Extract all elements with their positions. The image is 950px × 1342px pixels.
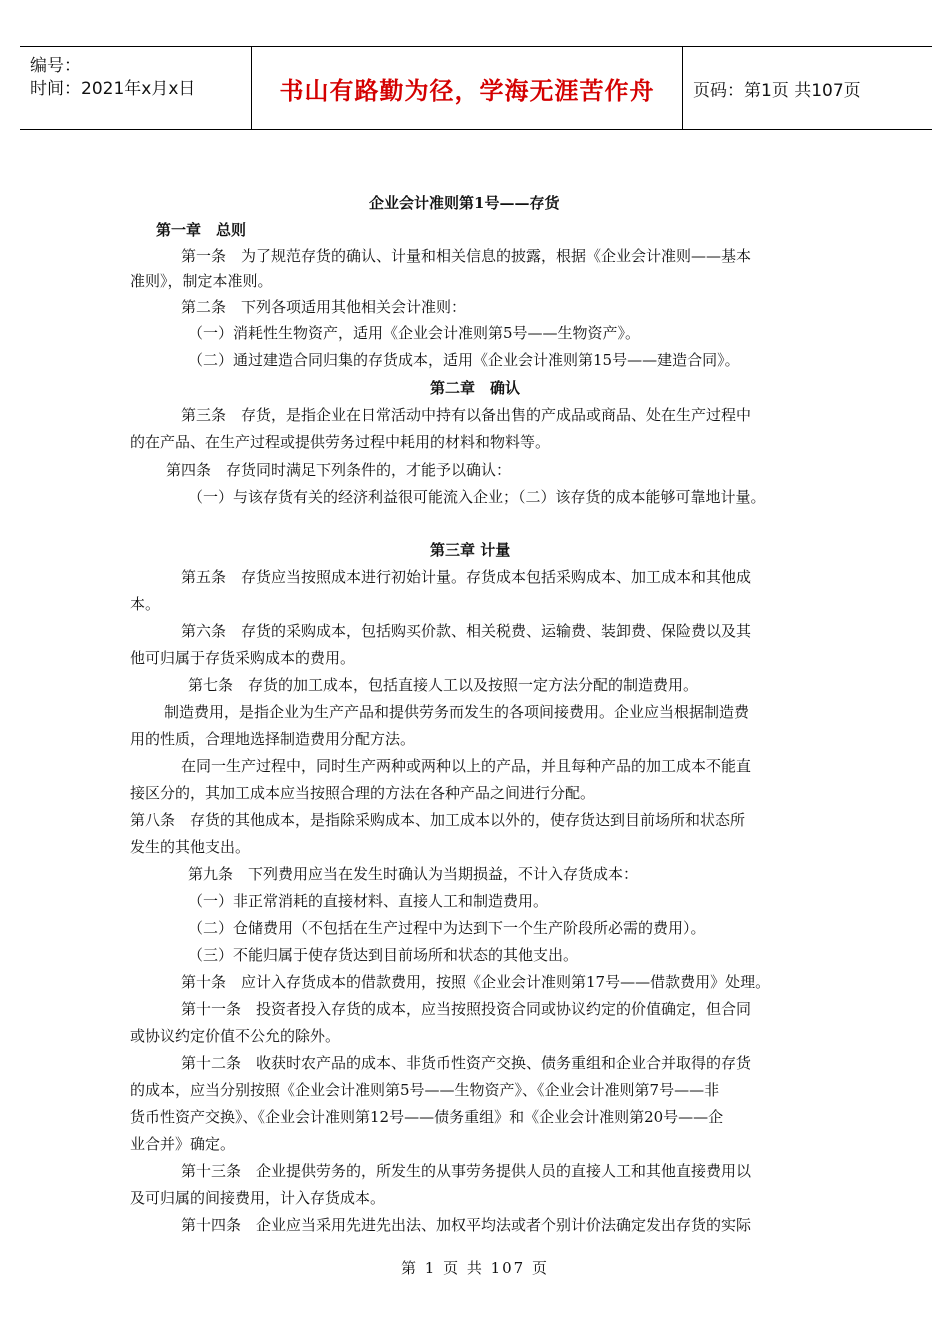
paragraph-line: （一）消耗性生物资产，适用《企业会计准则第5号——生物资产》。 (188, 324, 641, 342)
paragraph-line: 准则》，制定本准则。 (130, 272, 273, 290)
doc-title: 企业会计准则第1号——存货 (369, 194, 560, 212)
paragraph-line: 的在产品、在生产过程或提供劳务过程中耗用的材料和物料等。 (130, 433, 551, 451)
paragraph-line: （一）与该存货有关的经济利益很可能流入企业；（二）该存货的成本能够可靠地计量。 (188, 488, 766, 506)
paragraph-line: 或协议约定价值不公允的除外。 (130, 1027, 341, 1045)
paragraph-line: 货币性资产交换》、《企业会计准则第12号——债务重组》和《企业会计准则第20号——企 (130, 1108, 724, 1126)
paragraph-line: （三）不能归属于使存货达到目前场所和状态的其他支出。 (188, 946, 579, 964)
paragraph-line: 第三条 存货，是指企业在日常活动中持有以备出售的产成品或商品、处在生产过程中 (181, 406, 752, 424)
paragraph-line: 第四条 存货同时满足下列条件的，才能予以确认： (166, 461, 512, 479)
paragraph-line: 第九条 下列费用应当在发生时确认为当期损益，不计入存货成本： (188, 865, 639, 883)
paragraph-line: （二）通过建造合同归集的存货成本，适用《企业会计准则第15号——建造合同》。 (188, 351, 740, 369)
number-label: 编号： (30, 56, 81, 76)
paragraph-line: 的成本，应当分别按照《企业会计准则第5号——生物资产》、《企业会计准则第7号——非 (130, 1081, 720, 1099)
paragraph-line: 接区分的，其加工成本应当按照合理的方法在各种产品之间进行分配。 (130, 784, 596, 802)
paragraph-line: 用的性质，合理地选择制造费用分配方法。 (130, 730, 416, 748)
paragraph-line: 在同一生产过程中，同时生产两种或两种以上的产品，并且每种产品的加工成本不能直 (181, 757, 752, 775)
page-footer: 第 1 页 共 107 页 (400, 1259, 549, 1277)
chapter-heading: 第二章 确认 (430, 379, 521, 397)
paragraph-line: 第一条 为了规范存货的确认、计量和相关信息的披露，根据《企业会计准则——基本 (181, 247, 752, 265)
paragraph-line: 制造费用，是指企业为生产产品和提供劳务而发生的各项间接费用。企业应当根据制造费 (164, 703, 750, 721)
paragraph-line: 第十三条 企业提供劳务的，所发生的从事劳务提供人员的直接人工和其他直接费用以 (181, 1162, 752, 1180)
paragraph-line: 业合并》确定。 (130, 1135, 236, 1153)
chapter-heading: 第一章 总则 (156, 221, 247, 239)
paragraph-line: （二）仓储费用（不包括在生产过程中为达到下一个生产阶段所必需的费用）。 (188, 919, 706, 937)
paragraph-line: 及可归属的间接费用，计入存货成本。 (130, 1189, 386, 1207)
document-header (20, 46, 932, 130)
paragraph-line: 发生的其他支出。 (130, 838, 251, 856)
paragraph-line: 第七条 存货的加工成本，包括直接人工以及按照一定方法分配的制造费用。 (188, 676, 699, 694)
paragraph-line: 第十四条 企业应当采用先进先出法、加权平均法或者个别计价法确定发出存货的实际 (181, 1216, 752, 1234)
paragraph-line: 第八条 存货的其他成本，是指除采购成本、加工成本以外的，使存货达到目前场所和状态所 (130, 811, 746, 829)
time-label: 时间：2021年x月x日 (30, 79, 196, 99)
paragraph-line: 本。 (130, 595, 161, 613)
paragraph-line: 第十一条 投资者投入存货的成本，应当按照投资合同或协议约定的价值确定，但合同 (181, 1000, 752, 1018)
chapter-heading: 第三章 计量 (430, 541, 511, 559)
paragraph-line: 第六条 存货的采购成本，包括购买价款、相关税费、运输费、装卸费、保险费以及其 (181, 622, 752, 640)
paragraph-line: 第十二条 收获时农产品的成本、非货币性资产交换、债务重组和企业合并取得的存货 (181, 1054, 752, 1072)
header-page-label: 页码：第1页 共107页 (693, 80, 861, 101)
paragraph-line: 第二条 下列各项适用其他相关会计准则： (181, 298, 467, 316)
header-meta (20, 47, 252, 129)
paragraph-line: 他可归属于存货采购成本的费用。 (130, 649, 356, 667)
paragraph-line: 第十条 应计入存货成本的借款费用，按照《企业会计准则第17号——借款费用》处理。 (181, 973, 771, 991)
paragraph-line: 第五条 存货应当按照成本进行初始计量。存货成本包括采购成本、加工成本和其他成 (181, 568, 752, 586)
header-motto: 书山有路勤为径，学海无涯苦作舟 (252, 47, 683, 129)
paragraph-line: （一）非正常消耗的直接材料、直接人工和制造费用。 (188, 892, 549, 910)
